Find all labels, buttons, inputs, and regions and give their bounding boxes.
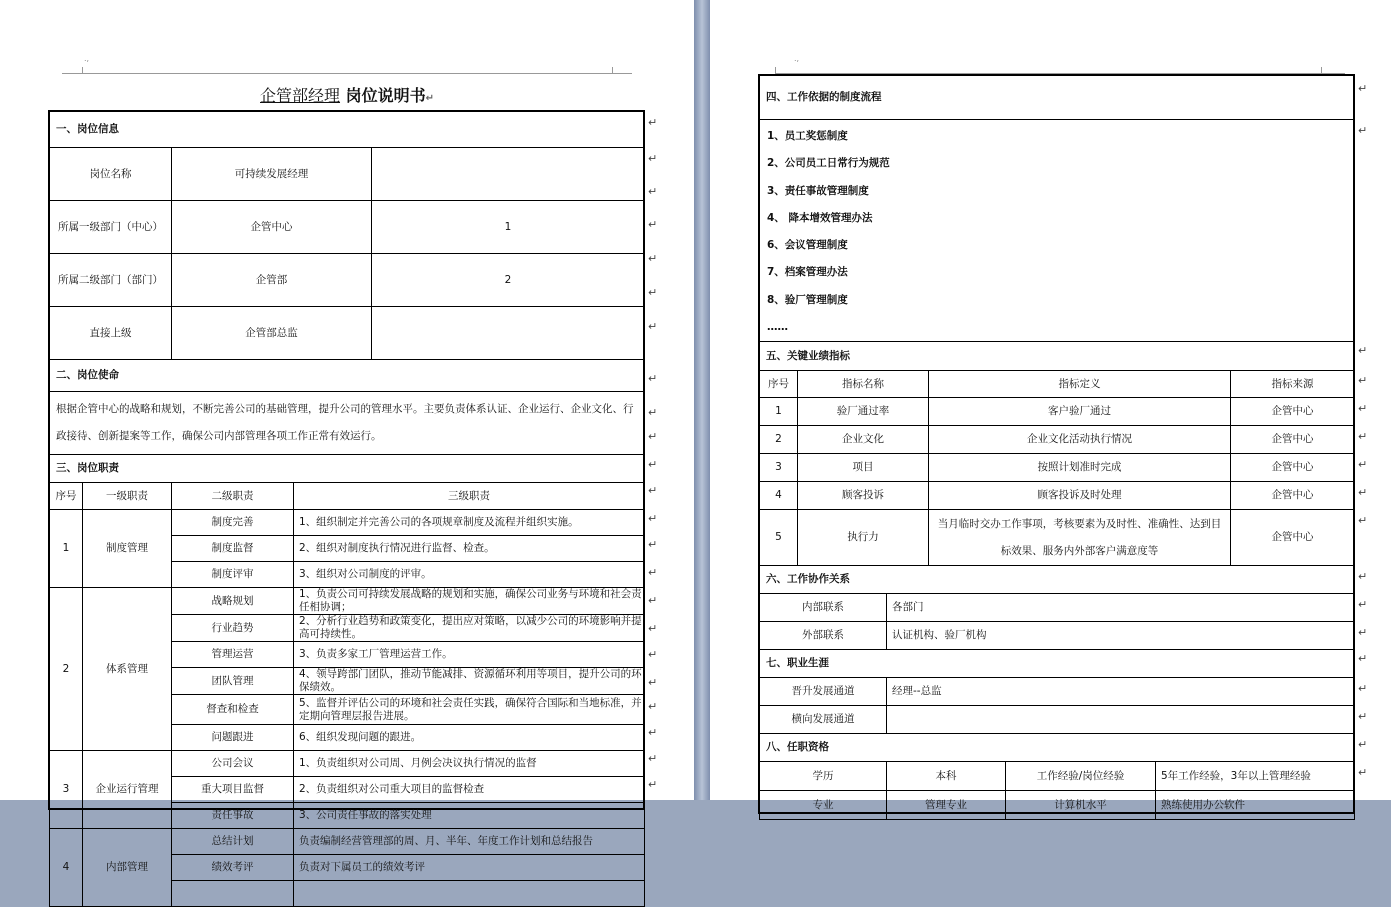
duty-level3: 1、组织制定并完善公司的各项规章制度及流程并组织实施。 [294,510,645,536]
duty-number: 4 [50,829,83,907]
margin-corner-mark [62,66,632,74]
duty-level3: 5、监督并评估公司的环境和社会责任实践，确保符合国际和当地标准，并定期向管理层报告进展。 [294,695,645,725]
row-end-mark: ↵ [1358,514,1368,527]
title-position-name: 企管部经理 [260,86,341,105]
duty-level2: 责任事故 [172,803,294,829]
row-end-mark: ↵ [1358,458,1368,471]
paragraph-mark: ., [84,54,90,63]
rule-item: 7、档案管理办法 [767,266,848,279]
section-heading: 四、工作依据的制度流程 [760,76,1355,120]
row-end-mark: ↵ [648,566,658,579]
row-end-mark: ↵ [648,252,658,265]
column-header: 序号 [760,371,798,398]
section-heading: 八、任职资格 [760,734,1355,762]
table-cell: 直接上级 [50,307,172,360]
table-cell: 工作经验/岗位经验 [1006,762,1156,791]
section-row [50,112,645,148]
duty-level3: 负责对下属员工的绩效考评 [294,855,645,881]
title-suffix: 岗位说明书 [345,86,426,105]
row-end-mark: ↵ [1358,486,1368,499]
duty-level2: 问题跟进 [172,725,294,751]
table-cell: 经理--总监 [887,678,1355,706]
table-cell [887,706,1355,734]
row-end-mark: ↵ [1358,570,1368,583]
qual-row [760,762,1355,791]
column-header: 序号 [50,483,83,510]
row-end-mark: ↵ [1358,82,1368,95]
duty-level2: 管理运营 [172,642,294,668]
section-heading: 一、岗位信息 [50,112,645,148]
row-end-mark: ↵ [648,648,658,661]
row-end-mark: ↵ [648,700,658,713]
row-end-mark: ↵ [1358,738,1368,751]
table-row [50,148,645,201]
duty-level2: 团队管理 [172,668,294,695]
table-cell: 5 [760,510,798,566]
job-description-table [49,111,645,907]
duty-number: 3 [50,751,83,829]
rule-item: 2、公司员工日常行为规范 [767,157,890,170]
row-end-mark: ↵ [1358,652,1368,665]
header-row [760,371,1355,398]
section-row [760,650,1355,678]
duty-level3: 3、负责多家工厂管理运营工作。 [294,642,645,668]
kpi-row [760,398,1355,426]
section-heading: 七、职业生涯 [760,650,1355,678]
section-row [760,734,1355,762]
duty-level2: 公司会议 [172,751,294,777]
rule-item: 3、责任事故管理制度 [767,184,869,197]
section-row [760,342,1355,371]
rule-item: 6、会议管理制度 [767,239,848,252]
row-end-mark: ↵ [648,406,658,419]
column-header: 一级职责 [83,483,172,510]
row-end-mark: ↵ [648,286,658,299]
duty-level3: 3、组织对公司制度的评审。 [294,562,645,588]
kpi-row [760,426,1355,454]
duty-level2: 制度监督 [172,536,294,562]
row-end-mark: ↵ [1358,626,1368,639]
duty-level3: 负责编制经营管理部的周、月、半年、年度工作计划和总结报告 [294,829,645,855]
row-end-mark: ↵ [1358,124,1368,137]
row-end-mark: ↵ [1358,402,1368,415]
duty-level2: 制度评审 [172,562,294,588]
table-cell: 横向发展通道 [760,706,887,734]
table-cell: 所属一级部门（中心） [50,201,172,254]
row-end-mark: ↵ [648,538,658,551]
kpi-row [760,510,1355,566]
document-page-left[interactable] [0,0,694,873]
column-header: 指标定义 [929,371,1231,398]
table-cell: 验厂通过率 [798,398,929,426]
coop-row [760,622,1355,650]
mission-text: 根据企管中心的战略和规划，不断完善公司的基础管理，提升公司的管理水平。主要负责体系认证、企业运行、企业文化、行政接待、创新提案等工作，确保公司内部管理各项工作正常有效运行。 [50,392,645,455]
duty-number: 2 [50,588,83,751]
qual-row [760,791,1355,820]
duty-number: 1 [50,510,83,588]
table-cell: 晋升发展通道 [760,678,887,706]
row-end-mark: ↵ [648,594,658,607]
table-cell: 外部联系 [760,622,887,650]
row-end-mark: ↵ [1358,430,1368,443]
duty-level1: 企业运行管理 [83,751,172,829]
duty-row [50,588,645,615]
table-cell: 专业 [760,791,887,820]
duty-level2: 重大项目监督 [172,777,294,803]
column-header: 指标来源 [1231,371,1355,398]
paragraph-mark: ., [794,54,800,63]
rule-item: 1、员工奖惩制度 [767,130,848,142]
row-end-mark: ↵ [648,430,658,443]
table-cell: 2 [760,426,798,454]
row-end-mark: ↵ [648,320,658,333]
row-end-mark: ↵ [648,218,658,231]
table-cell: 执行力 [798,510,929,566]
table-cell: 1 [760,398,798,426]
duty-level3: 2、负责组织对公司重大项目的监督检查 [294,777,645,803]
table-row [50,307,645,360]
duty-row [50,751,645,777]
table-cell: 5年工作经验，3年以上管理经验 [1156,762,1355,791]
duty-level3: 3、公司责任事故的落实处理 [294,803,645,829]
row-end-mark: ↵ [1358,344,1368,357]
table-cell: 4 [760,482,798,510]
table-cell: 各部门 [887,594,1355,622]
section-row [50,455,645,483]
section-heading: 五、关键业绩指标 [760,342,1355,371]
page-gutter [694,0,710,800]
table-cell: 按照计划准时完成 [929,454,1231,482]
table-cell: 企管部 [172,254,372,307]
duty-row [50,829,645,855]
row-end-mark: ↵ [648,185,658,198]
duty-level2: 总结计划 [172,829,294,855]
duty-level3: 1、负责公司可持续发展战略的规划和实施，确保公司业务与环境和社会责任相协调； [294,588,645,615]
section-heading: 三、岗位职责 [50,455,645,483]
duty-level2: 战略规划 [172,588,294,615]
duty-level2: 行业趋势 [172,615,294,642]
row-end-mark: ↵ [1358,682,1368,695]
document-title: 企管部经理 岗位说明书↵ [260,86,434,105]
table-row [50,201,645,254]
table-row [50,392,645,455]
row-end-mark: ↵ [648,372,658,385]
margin-corner-mark [775,66,1345,74]
rules-row [760,120,1355,342]
row-end-mark: ↵ [1358,598,1368,611]
table-cell: 本科 [887,762,1006,791]
duty-level2 [172,881,294,907]
duty-row [50,510,645,536]
table-cell: 项目 [798,454,929,482]
career-row [760,706,1355,734]
row-end-mark: ↵ [648,116,658,129]
row-end-mark: ↵ [648,778,658,791]
row-end-mark: ↵ [648,152,658,165]
table-cell: 顾客投诉及时处理 [929,482,1231,510]
row-end-mark: ↵ [648,512,658,525]
rule-item: …… [767,321,788,334]
table-cell: 可持续发展经理 [172,148,372,201]
table-cell: 所属二级部门（部门） [50,254,172,307]
table-cell: 计算机水平 [1006,791,1156,820]
row-end-mark: ↵ [648,458,658,471]
row-end-mark: ↵ [648,752,658,765]
column-header: 二级职责 [172,483,294,510]
rule-item: 4、 降本增效管理办法 [767,211,873,224]
table-cell [372,307,645,360]
coop-row [760,594,1355,622]
row-end-mark: ↵ [1358,766,1368,779]
table-cell: 管理专业 [887,791,1006,820]
duty-level2: 制度完善 [172,510,294,536]
table-cell: 认证机构、验厂机构 [887,622,1355,650]
column-header: 三级职责 [294,483,645,510]
job-description-table-continued [759,75,1355,820]
duty-level3: 1、负责组织对公司周、月例会决议执行情况的监督 [294,751,645,777]
section-heading: 二、岗位使命 [50,360,645,392]
row-end-mark: ↵ [648,676,658,689]
table-cell: 3 [760,454,798,482]
table-cell: 企管中心 [172,201,372,254]
table-cell: 2 [372,254,645,307]
header-row [50,483,645,510]
row-end-mark: ↵ [1358,374,1368,387]
duty-level1: 体系管理 [83,588,172,751]
duty-level1: 制度管理 [83,510,172,588]
duty-level2: 绩效考评 [172,855,294,881]
row-end-mark: ↵ [648,622,658,635]
duty-level3: 4、领导跨部门团队，推动节能减排、资源循环利用等项目，提升公司的环保绩效。 [294,668,645,695]
table-cell [372,148,645,201]
row-end-mark: ↵ [648,484,658,497]
table-cell: 岗位名称 [50,148,172,201]
rules-list [760,120,1355,342]
table-cell: 内部联系 [760,594,887,622]
duty-level2: 督查和检查 [172,695,294,725]
duty-level1: 内部管理 [83,829,172,907]
duty-level3: 2、分析行业趋势和政策变化，提出应对策略，以减少公司的环境影响并提高可持续性。 [294,615,645,642]
table-cell: 企管部总监 [172,307,372,360]
table-cell: 学历 [760,762,887,791]
table-cell: 企管中心 [1231,510,1355,566]
row-end-mark: ↵ [1358,710,1368,723]
table-row [50,254,645,307]
table-cell: 当月临时交办工作事项，考核要素为及时性、准确性、达到目标效果、服务内外部客户满意度等 [929,510,1231,566]
section-row [760,76,1355,120]
row-end-mark: ↵ [648,726,658,739]
table-cell: 熟练使用办公软件 [1156,791,1355,820]
rule-item: 8、验厂管理制度 [767,293,848,306]
table-cell: 企管中心 [1231,482,1355,510]
kpi-row [760,454,1355,482]
table-cell: 企管中心 [1231,454,1355,482]
document-page-right[interactable] [710,0,1391,811]
table-cell: 企业文化 [798,426,929,454]
table-cell: 企管中心 [1231,426,1355,454]
duty-level3: 2、组织对制度执行情况进行监督、检查。 [294,536,645,562]
section-row [760,566,1355,594]
column-header: 指标名称 [798,371,929,398]
duty-level3: 6、组织发现问题的跟进。 [294,725,645,751]
kpi-row [760,482,1355,510]
duty-level3 [294,881,645,907]
table-cell: 1 [372,201,645,254]
career-row [760,678,1355,706]
table-cell: 企业文化活动执行情况 [929,426,1231,454]
section-heading: 六、工作协作关系 [760,566,1355,594]
section-row [50,360,645,392]
table-cell: 客户验厂通过 [929,398,1231,426]
table-cell: 企管中心 [1231,398,1355,426]
table-cell: 顾客投诉 [798,482,929,510]
